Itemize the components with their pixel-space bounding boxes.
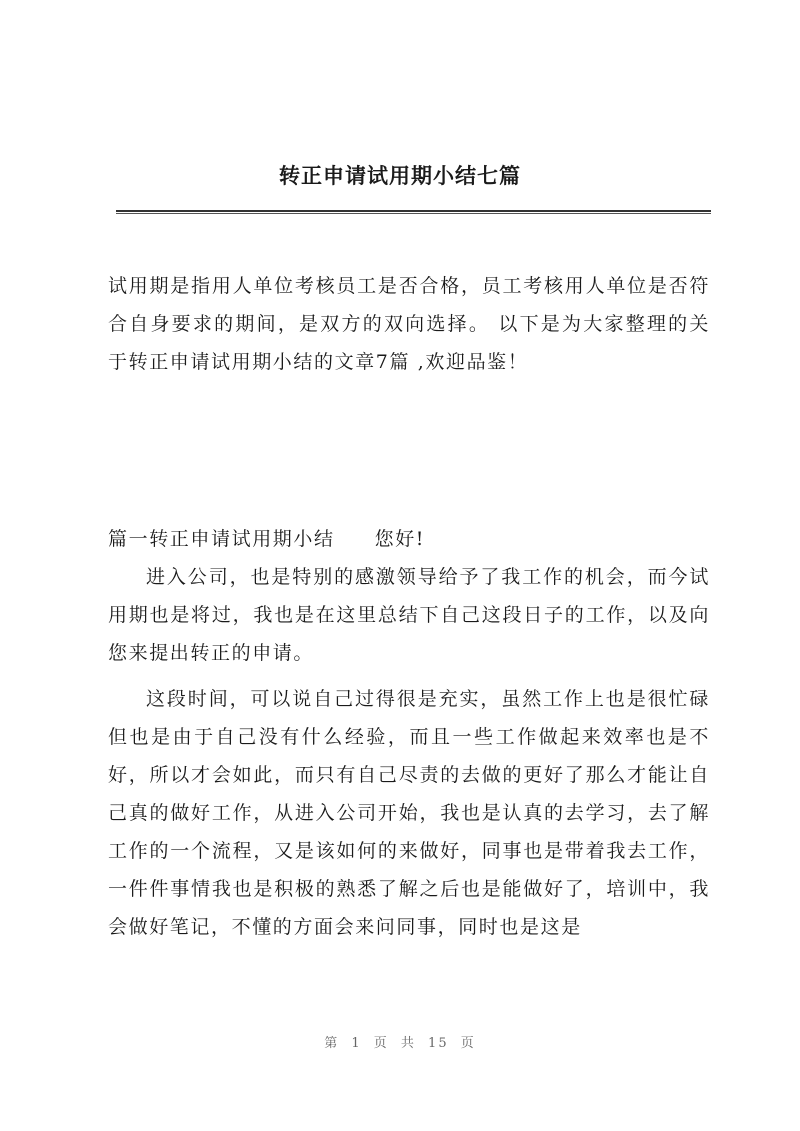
document-title: 转正申请试用期小结七篇 <box>279 163 521 188</box>
section-heading-row <box>108 520 425 558</box>
body-paragraph-2: 这段时间，可以说自己过得很是充实，虽然工作上也是很忙碌但也是由于自己没有什么经验，而且一些工作做起来效率也是不好，所以才会如此，而只有自己尽责的去做的更好了那么才能让自己真的做好工作，从进入公司开始，我也是认真的去学习，去了解工作的一个流程，又是该如何的来做好，同事也是带着我去工作，一件件事情我也是积极的熟悉了解之后也是能做好了，培训中，我会做好笔记，不懂的方面会来问同事，同时也是这是 <box>108 688 710 938</box>
section-heading: 篇一转正申请试用期小结 <box>108 528 335 550</box>
page-footer: 第 1 页 共 15 页 <box>324 1036 476 1051</box>
body-paragraph-1: 进入公司，也是特别的感激领导给予了我工作的机会，而今试用期也是将过，我也是在这里总结下自己这段日子的工作，以及向您来提出转正的申请。 <box>108 566 710 664</box>
title-divider <box>116 210 711 214</box>
greeting: 您好! <box>374 528 426 550</box>
intro-paragraph: 试用期是指用人单位考核员工是否合格，员工考核用人单位是否符合自身要求的期间，是双方的双向选择。 以下是为大家整理的关于转正申请试用期小结的文章7篇 ,欢迎品鉴！ <box>108 275 710 373</box>
